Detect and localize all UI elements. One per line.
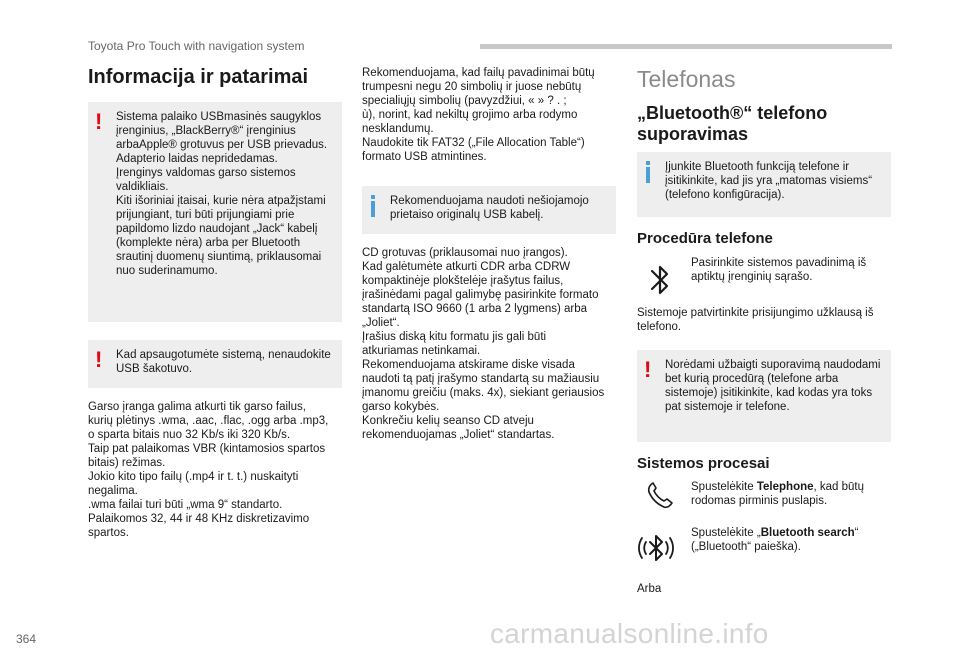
text-line: papildomo lizdo naudojant „Jack“ kabelį — [116, 223, 318, 235]
text-line: įmanomu greičiu (maks. 4x), siekiant geriausios — [362, 387, 605, 399]
header-divider — [480, 44, 892, 49]
text-line: .wma failai turi būti „wma 9“ standarto. — [88, 499, 283, 511]
text-line: prijungiant, turi būti prijungiami prie — [116, 209, 295, 221]
text-line: (telefono konfigūracija). — [665, 189, 785, 201]
subsection-title-bluetooth — [637, 103, 891, 145]
text-line: Rekomenduojama, kad failų pavadinimai būtų — [362, 67, 595, 79]
warning-text — [116, 348, 334, 376]
confirm-text — [637, 306, 897, 334]
text-line: Įjunkite Bluetooth funkciją telefone ir — [665, 161, 850, 173]
info-note-cable — [362, 186, 616, 234]
text-line: Rekomenduojama naudoti nešiojamojo — [390, 195, 589, 207]
phone-handset-icon — [645, 480, 675, 510]
text-line: CD grotuvas (priklausomai nuo įrangos). — [362, 247, 568, 259]
cd-player-text — [362, 246, 624, 442]
text-line: Norėdami užbaigti suporavimą naudodami — [665, 359, 881, 371]
text-line: bet kurią procedūrą (telefone arba — [665, 373, 839, 385]
warning-exclamation-icon: ! — [95, 347, 103, 372]
text-line: specialiųjų simbolių (pavyzdžiui, « » ? . ; — [362, 95, 567, 107]
section-title-telefonas: Telefonas — [637, 66, 736, 92]
step-telephone: Spustelėkite Telephone, kad būtų rodomas pirminis puslapis. — [691, 481, 865, 507]
text-line: suporavimas — [637, 124, 749, 144]
text-line: telefono. — [637, 321, 682, 333]
text-line: prietaiso originalų USB kabelį. — [390, 209, 544, 221]
procedure-step-text — [691, 256, 891, 284]
watermark: carmanualsonline.info — [490, 618, 769, 649]
text-line: kurių plėtinys .wma, .aac, .flac, .ogg arba .mp3, — [88, 415, 329, 427]
audio-format-text — [88, 400, 348, 540]
info-icon — [371, 195, 375, 217]
text-line: sistemoje) įsitikinkite, kad kodas yra toks — [665, 387, 873, 399]
text-line: Naudokite tik FAT32 („File Allocation Table“) — [362, 137, 585, 149]
warning-note-usb — [88, 102, 342, 322]
text-line: pat sistemoje ir telefone. — [665, 401, 790, 413]
running-header: Toyota Pro Touch with navigation system — [88, 39, 305, 53]
warning-exclamation-icon: ! — [95, 109, 103, 134]
text-line: Adapterio laidas nepridedamas. — [116, 153, 278, 165]
text-line: nesklandumų. — [362, 123, 434, 135]
warning-note-hub — [88, 340, 342, 388]
text-line: garso kokybės. — [362, 401, 440, 413]
procedure-title: Procedūra telefone — [637, 230, 773, 247]
text-line: Konkrečiu kelių seanso CD atveju — [362, 415, 534, 427]
warning-note-pairing-code — [637, 350, 891, 442]
bluetooth-icon — [649, 262, 671, 298]
text-line: Rekomenduojama atskirame diske visada — [362, 359, 575, 371]
text-line: Garso įranga galima atkurti tik garso failus, — [88, 401, 306, 413]
text-line: Taip pat palaikomas VBR (kintamosios spartos — [88, 443, 326, 455]
system-process-title: Sistemos procesai — [637, 455, 770, 472]
section-title-info: Informacija ir patarimai — [88, 66, 309, 88]
text-line: standartą ISO 9660 (1 arba 2 lygmens) arba — [362, 303, 588, 315]
text-line: Kad galėtumėte atkurti CDR arba CDRW — [362, 261, 571, 273]
text-line: naudoti tą patį įrašymo standartą su mažiausiu — [362, 373, 600, 385]
text-line: Sistemoje patvirtinkite prisijungimo užklausą iš — [637, 307, 874, 319]
text-line: trumpesni negu 20 simbolių ir juose nebūtų — [362, 81, 582, 93]
info-icon — [646, 161, 650, 183]
text-line: arbaApple® grotuvus per USB prievadus. — [116, 139, 328, 151]
text-line: įrenginius, „BlackBerry®“ įrenginius — [116, 125, 296, 137]
text-line: Kiti išoriniai įtaisai, kurie nėra atpažįstami — [116, 195, 326, 207]
filename-text — [362, 66, 622, 164]
text-line: įsitikinkite, kad jis yra „matomas visiems“ — [665, 175, 873, 187]
info-text — [665, 160, 883, 202]
text-line: rekomenduojamas „Joliet“ standartas. — [362, 429, 555, 441]
warning-text — [116, 110, 334, 278]
text-line: atkuriamas netinkamai. — [362, 345, 481, 357]
info-note-bluetooth — [637, 152, 891, 217]
text-line: spartos. — [88, 527, 129, 539]
text-line: bitais) režimas. — [88, 457, 166, 469]
text-line: negalima. — [88, 485, 138, 497]
text-line: formato USB atmintines. — [362, 151, 487, 163]
text-line: Jokio kito tipo failų (.mp4 ir t. t.) nuskaityti — [88, 471, 299, 483]
text-line: srautinį duomenų siuntimą, priklausomai — [116, 251, 322, 263]
text-line: „Bluetooth®“ telefono — [637, 103, 828, 123]
text-line: Pasirinkite sistemos pavadinimą iš — [691, 257, 867, 269]
text-line: Palaikomos 32, 44 ir 48 KHz diskretizavimo — [88, 513, 310, 525]
info-text — [390, 194, 608, 222]
text-line: Sistema palaiko USBmasinės saugyklos — [116, 111, 322, 123]
text-line: Kad apsaugotumėte sistemą, nenaudokite — [116, 349, 331, 361]
text-line: nuo suderinamumo. — [116, 265, 218, 277]
text-line: Įrašius diską kitu formatu jis gali būti — [362, 331, 547, 343]
bluetooth-search-icon — [636, 528, 676, 568]
warning-exclamation-icon: ! — [644, 357, 652, 382]
warning-text — [665, 358, 883, 414]
text-line: valdikliais. — [116, 181, 169, 193]
text-line: įrašinėdami pagal galimybę pasirinkite formato — [362, 289, 599, 301]
text-line: aptiktų įrenginių sąrašo. — [691, 271, 813, 283]
text-line: kompaktinėje plokštelėje įrašytus failus, — [362, 275, 564, 287]
text-line: „Joliet“. — [362, 317, 400, 329]
text-line: (komplekte nėra) arba per Bluetooth — [116, 237, 301, 249]
text-line: ù), norint, kad nekiltų grojimo arba rodymo — [362, 109, 578, 121]
text-line: Įrenginys valdomas garso sistemos — [116, 167, 296, 179]
step-bluetooth-search: Spustelėkite „Bluetooth search“ („Bluetooth“ paieška). — [691, 527, 859, 553]
arba-text: Arba — [637, 583, 662, 595]
text-line: USB šakotuvo. — [116, 363, 193, 375]
text-line: o sparta bitais nuo 32 Kb/s iki 320 Kb/s. — [88, 429, 291, 441]
page-number: 364 — [16, 632, 37, 646]
